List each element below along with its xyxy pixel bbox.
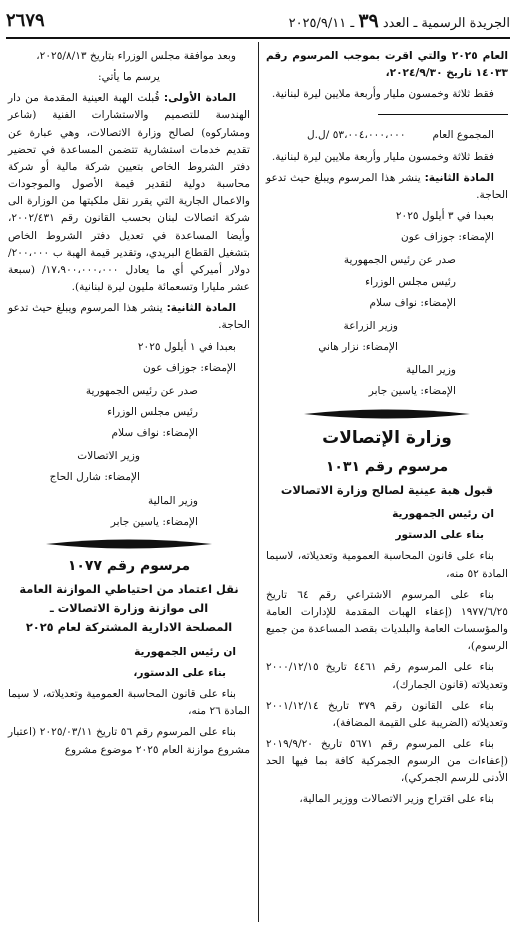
pm-signature: الإمضاء: نواف سلام [111, 427, 198, 440]
constitution-heading: بناء على الدستور، [133, 666, 226, 679]
basis-3: بناء على المرسوم رقم ٤٤٦١ تاريخ ٢٠٠٠/١٢/١٥ وتعديلاته (قانون الجمارك)، [266, 661, 508, 691]
agri-minister: وزير الزراعة [343, 319, 398, 332]
basis-2: بناء على المرسوم رقم ٥٦ تاريخ ٢٠٢٥/٠٣/١١ (اعتبار مشروع موازنة العام ٢٠٢٥ موضوع مشروع [8, 726, 250, 756]
total-label: المجموع العام [432, 129, 494, 142]
right-column [266, 48, 508, 813]
basis-1: بناء على قانون المحاسبة العمومية وتعديلاته، لاسيما المادة ٥٢ منه، [266, 550, 508, 580]
finance-minister: وزير المالية [405, 364, 456, 377]
left-column [8, 48, 250, 763]
issued-by: صدر عن رئيس الجمهورية [343, 254, 456, 267]
issued-by: صدر عن رئيس الجمهورية [85, 384, 198, 397]
issue-date: ـ ٢٠٢٥/٩/١١ [288, 16, 355, 31]
header-rule [6, 37, 510, 39]
article-2 [266, 170, 508, 204]
total-line [266, 127, 508, 144]
issued-place-date: بعبدا في ١ أيلول ٢٠٢٥ [137, 340, 236, 353]
section-divider-ornament [44, 537, 214, 551]
issued-place-date: بعبدا في ٣ أيلول ٢٠٢٥ [395, 210, 494, 223]
basis-2: بناء على المرسوم الاشتراعي رقم ٦٤ تاريخ ١٩٧٧/٦/٢٥ (إعفاء الهبات المقدمة للإدارات العامة والمؤسسات العامة والبلديات بقصد المساعدة من جميع الرسوم)، [266, 588, 508, 653]
basis-4: بناء على القانون رقم ٣٧٩ تاريخ ٢٠٠١/١٢/١٤ وتعديلاته (الضريبة على القيمة المضافة)، [266, 699, 508, 729]
president-signature: الإمضاء: جوزاف عون [401, 231, 494, 244]
intro-text: فقط ثلاثة وخمسون مليار وأربعة ملايين ليرة لبنانية. [271, 88, 494, 101]
president-heading: ان رئيس الجمهورية [392, 508, 494, 521]
president-signature: الإمضاء: جوزاف عون [143, 361, 236, 374]
pm-title: رئيس مجلس الوزراء [107, 405, 198, 418]
president-heading: ان رئيس الجمهورية [134, 645, 236, 658]
decrees-line: يرسم ما يأتي: [98, 71, 160, 84]
intro-bold: العام ٢٠٢٥ والتي اقرت بموجب المرسوم رقم ١٤٠٣٣ تاريخ ٢٠٢٤/٩/٣٠، [266, 50, 508, 80]
article-2-text: ينشر هذا المرسوم ويبلغ حيث تدعو الحاجة. [266, 171, 508, 201]
finance-minister: وزير المالية [147, 494, 198, 507]
article-2-label: المادة الثانية: [166, 302, 236, 315]
decree-title-line-1: نقل اعتماد من احتياطي الموازنة العامة [19, 581, 239, 596]
decree-number: مرسوم رقم ١٠٣١ [325, 459, 449, 476]
constitution-heading: بناء على الدستور [395, 529, 484, 542]
basis-1: بناء على قانون المحاسبة العمومية وتعديلاته، لا سيما المادة ٢٦ منه، [8, 688, 250, 718]
article-2-text: ينشر هذا المرسوم ويبلغ حيث تدعو الحاجة. [8, 302, 250, 332]
agri-signature: الإمضاء: نزار هاني [318, 341, 398, 354]
basis-6: بناء على اقتراح وزير الاتصالات ووزير المالية، [299, 793, 494, 806]
journal-name: الجريدة الرسمية ـ العدد [382, 16, 510, 31]
total-value: ٥٣،٠٠٤،٠٠٠،٠٠٠ /ل.ل [306, 129, 406, 142]
total-separator [266, 107, 508, 121]
decree-title: قبول هبة عينية لصالح وزارة الاتصالات [280, 482, 494, 497]
pm-signature: الإمضاء: نواف سلام [369, 296, 456, 309]
article-2-label: المادة الثانية: [424, 171, 494, 184]
telecom-signature: الإمضاء: شارل الحاج [49, 471, 140, 484]
total-words: فقط ثلاثة وخمسون مليار وأربعة ملايين ليرة لبنانية. [271, 150, 494, 163]
finance-signature: الإمضاء: ياسين جابر [110, 515, 198, 528]
column-divider [258, 42, 259, 922]
cabinet-approval: وبعد موافقة مجلس الوزراء بتاريخ ٢٠٢٥/٨/١٣، [36, 50, 236, 62]
journal-title [289, 10, 510, 32]
pm-title: رئيس مجلس الوزراء [365, 275, 456, 288]
issue-number: ٣٩ [358, 10, 379, 32]
decree-title-line-2: الى موازنة وزارة الاتصالات ـ [49, 600, 209, 615]
basis-5: بناء على المرسوم رقم ٥٦٧١ تاريخ ٢٠١٩/٩/٢٠ (إعفاءات من الرسوم الجمركية كافة بما فيها الحد الأدنى للرسم الجمركي)، [266, 737, 508, 785]
article-2 [8, 300, 250, 334]
telecom-minister: وزير الاتصالات [77, 450, 140, 463]
page-header [0, 8, 516, 38]
section-divider-ornament [302, 407, 472, 421]
decree-title-line-3: المصلحة الادارية المشتركة لعام ٢٠٢٥ [25, 620, 233, 635]
ministry-heading: وزارة الإتصالات [322, 427, 452, 448]
finance-signature: الإمضاء: ياسين جابر [368, 385, 456, 398]
article-1-label: المادة الأولى: [163, 92, 236, 105]
page-number: ٢٦٧٩ [6, 10, 45, 31]
decree-title [8, 580, 250, 638]
article-1 [8, 90, 250, 296]
decree-number: مرسوم رقم ١٠٧٧ [67, 557, 191, 574]
article-1-text: قُبلت الهبة العينية المقدمة من دار الهندسة للتصميم والاستشارات الفنية (شاعر ومشاركوه) لصالح وزارة الاتصالات، وهي عبارة عن تقديم خدمات استشارية تتضمن المساعدة في تحضير دفتر الشروط الخاص بتعيين شركة مالية أو شركة محاسبة دولية لتقدير قيمة الأصول والموجودات والاعمال الجارية التي يقرر نقل ملكيتها من الوزارة الى شركة اتصالات لبنان بحسب القانون رقم ٢٠٠٢/٤٣١، وأيضا المساعدة في تعديل دفتر الشروط الخاص بتشغيل القطاع البريدي، وتقدير قيمة الهبة ب ٢٠٠،٠٠٠/ دولار أميركي أي ما يعادل ١٧،٩٠٠،٠٠٠،٠٠٠/ (سبعة عشر مليارا وتسعمائة مليون ليرة لبنانية). [8, 92, 251, 294]
